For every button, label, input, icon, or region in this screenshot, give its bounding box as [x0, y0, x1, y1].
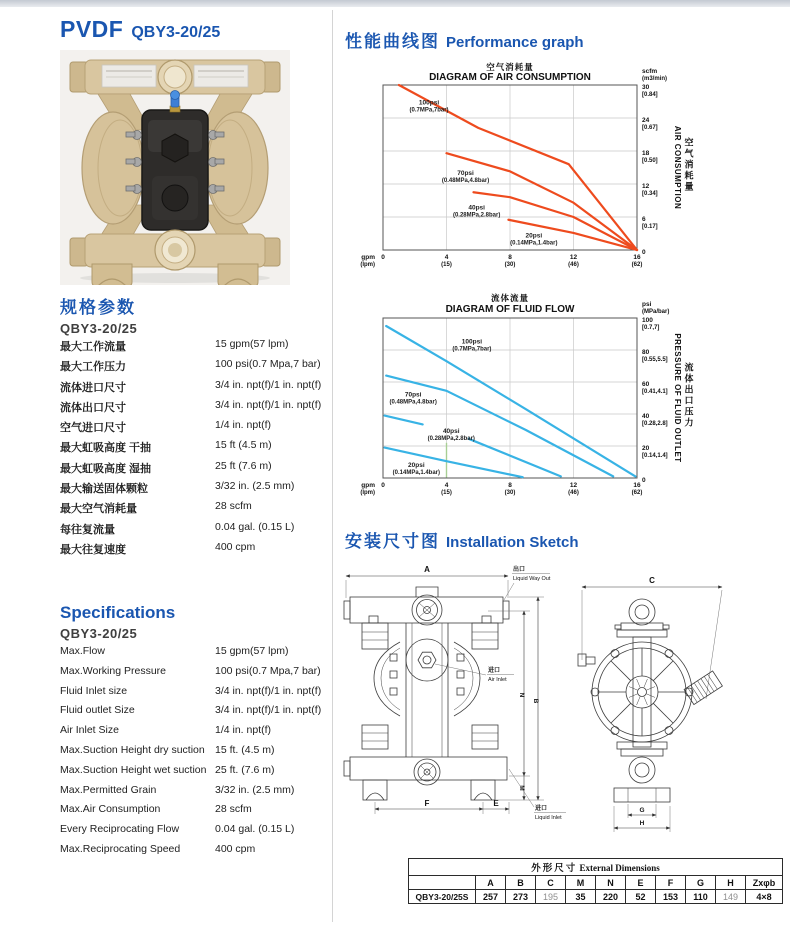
side-view [578, 576, 722, 832]
spec-row [60, 744, 322, 764]
curve-label: 100psi [418, 99, 440, 107]
dim-c-label: C [649, 576, 655, 585]
dim-col-header: A [476, 876, 506, 890]
dim-col-header: B [506, 876, 536, 890]
svg-text:(m3/min): (m3/min) [642, 76, 668, 82]
svg-text:[0.28,2.8]: [0.28,2.8] [642, 421, 668, 427]
svg-text:(30): (30) [504, 262, 516, 268]
spec-label: Every Reciprocating Flow [60, 823, 180, 836]
svg-text:(0.14MPa,1.4bar): (0.14MPa,1.4bar) [392, 469, 441, 476]
dim-cell: 4×8 [746, 890, 783, 904]
x-tick: 8 [508, 254, 512, 261]
spec-value: 1/4 in. npt(f) [215, 419, 272, 432]
y-axis-title-cn: 出 [684, 384, 694, 395]
svg-text:(0.28MPa,2.8bar): (0.28MPa,2.8bar) [452, 212, 501, 219]
svg-text:(30): (30) [504, 490, 516, 496]
dim-col-header: Zxφb [746, 876, 783, 890]
chart-title-cn: 空气消耗量 [486, 62, 534, 72]
specs-cn-model: QBY3-20/25 [60, 321, 138, 336]
dim-cell: QBY3-20/25S [409, 890, 476, 904]
spec-row [60, 419, 322, 439]
front-view [344, 565, 566, 821]
dim-a-label: A [424, 565, 430, 574]
specs-cn-heading: 规格参数 [60, 298, 136, 317]
spec-value: 3/32 in. (2.5 mm) [215, 480, 295, 493]
air-inlet-label-cn: 进口 [488, 668, 501, 674]
dim-cell: 110 [686, 890, 716, 904]
spec-row [60, 460, 322, 480]
spec-row [60, 685, 322, 705]
dim-cell: 153 [656, 890, 686, 904]
spec-label: 最大往复速度 [60, 543, 126, 556]
spec-label: 每往复流量 [60, 523, 115, 536]
installation-heading: 安装尺寸图 Installation Sketch [345, 532, 579, 551]
material-title: PVDF [60, 16, 124, 42]
spec-value: 28 scfm [215, 500, 252, 513]
spec-value: 400 cpm [215, 540, 256, 553]
spec-label: 最大输送固体颗粒 [60, 483, 148, 496]
y-axis-unit: scfm [642, 68, 658, 75]
svg-text:[0.14,1.4]: [0.14,1.4] [642, 453, 668, 459]
spec-label: Air Inlet Size [60, 724, 119, 737]
dim-cell: 220 [596, 890, 626, 904]
curve-label: 40psi [442, 428, 460, 436]
dim-cell: 52 [626, 890, 656, 904]
spec-label: Max.Flow [60, 645, 105, 657]
curve-40psi [385, 416, 423, 425]
y-axis-title-cn: 体 [684, 373, 694, 384]
spec-label: Max.Working Pressure [60, 664, 167, 677]
dim-m-label: M [518, 785, 525, 791]
y-axis-title-cn: 力 [684, 417, 694, 428]
air-consumption-chart [345, 58, 790, 284]
svg-text:[0.41,4.1]: [0.41,4.1] [642, 389, 668, 395]
svg-text:[0.55,5.5]: [0.55,5.5] [642, 357, 668, 363]
spec-label: Max.Suction Height dry suction [60, 743, 205, 756]
dimensions-table [408, 858, 783, 904]
dim-col-header: F [656, 876, 686, 890]
y-axis-title-en: PRESSURE OF FLUID OUTLET [673, 333, 682, 463]
specs-en-model: QBY3-20/25 [60, 626, 138, 641]
spec-value: 3/4 in. npt(f)/1 in. npt(f) [215, 704, 322, 717]
y-axis-title-cn: 压 [684, 406, 694, 417]
spec-value: 15 gpm(57 lpm) [215, 645, 289, 657]
curve-label: 20psi [408, 461, 425, 469]
spec-value: 0.04 gal. (0.15 L) [215, 823, 295, 836]
x-tick: 0 [381, 254, 385, 261]
spec-label: 最大虹吸高度 干抽 [60, 442, 152, 455]
spec-row [60, 843, 322, 863]
y-tick: 0 [642, 477, 646, 484]
y-axis-unit: psi [642, 301, 652, 308]
y-tick: 6 [642, 216, 646, 223]
dim-b-label: B [532, 698, 539, 704]
spec-row [60, 764, 322, 784]
dim-col-header: E [626, 876, 656, 890]
svg-text:(0.48MPa,4.8bar): (0.48MPa,4.8bar) [389, 399, 437, 406]
y-tick: 80 [642, 349, 650, 356]
svg-text:(lpm): (lpm) [360, 490, 375, 496]
spec-row [60, 823, 322, 843]
spec-value: 25 ft (7.6 m) [215, 459, 272, 472]
spec-label: Max.Reciprocating Speed [60, 842, 181, 855]
spec-row [60, 500, 322, 520]
svg-text:[0.17]: [0.17] [642, 224, 658, 230]
svg-text:(15): (15) [441, 262, 452, 268]
dim-col-header: C [536, 876, 566, 890]
y-tick: 18 [642, 150, 650, 157]
x-tick: 16 [633, 482, 641, 489]
performance-heading: 性能曲线图 Performance graph [345, 32, 584, 51]
svg-text:(lpm): (lpm) [360, 262, 375, 268]
spec-value: 100 psi(0.7 Mpa,7 bar) [215, 358, 321, 371]
svg-text:[0.84]: [0.84] [642, 92, 658, 98]
chart-title-en: DIAGRAM OF AIR CONSUMPTION [429, 72, 591, 83]
dim-f-label: F [424, 799, 430, 808]
svg-text:[0.34]: [0.34] [642, 191, 658, 197]
spec-row [60, 665, 322, 685]
svg-text:(46): (46) [568, 262, 579, 268]
dim-cell: 149 [716, 890, 746, 904]
spec-value: 0.04 gal. (0.15 L) [215, 520, 295, 533]
pump-photo-illustration [60, 50, 290, 285]
dim-col-header: M [566, 876, 596, 890]
svg-text:(0.7MPa,7bar): (0.7MPa,7bar) [409, 107, 449, 114]
y-tick: 24 [642, 117, 650, 124]
spec-label: 最大空气消耗量 [60, 503, 137, 516]
dim-cell: 273 [506, 890, 536, 904]
spec-row [60, 541, 322, 561]
top-strip [0, 0, 790, 7]
liquid-outlet-label-en: Liquid Way Out [513, 576, 551, 582]
spec-value: 25 ft. (7.6 m) [215, 763, 275, 776]
air-inlet-label-en: Air Inlet [488, 677, 507, 683]
dim-col-header: N [596, 876, 626, 890]
spec-label: Max.Permitted Grain [60, 783, 157, 796]
x-tick: 4 [444, 254, 449, 261]
spec-value: 3/4 in. npt(f)/1 in. npt(f) [215, 684, 322, 697]
svg-text:(62): (62) [631, 490, 643, 496]
chamber-bolts [390, 654, 464, 695]
dim-col-header: H [716, 876, 746, 890]
y-tick: 20 [642, 445, 650, 452]
pump-photo [60, 50, 290, 285]
spec-row [60, 358, 322, 378]
spec-value: 15 gpm(57 lpm) [215, 338, 289, 350]
curve-label: 40psi [468, 204, 485, 212]
curve-label: 20psi [525, 232, 543, 240]
svg-text:(MPa/bar): (MPa/bar) [642, 309, 670, 315]
dim-e-label: E [493, 799, 499, 808]
dim-col-header [409, 876, 476, 890]
spec-label: Max.Air Consumption [60, 803, 161, 816]
liquid-inlet-label-cn: 进口 [535, 806, 548, 812]
y-tick: 100 [642, 317, 653, 324]
spec-value: 3/32 in. (2.5 mm) [215, 783, 295, 796]
spec-row [60, 784, 322, 804]
spec-row [60, 338, 322, 358]
svg-text:(15): (15) [441, 490, 452, 496]
curve-40psi [469, 439, 561, 477]
svg-text:(46): (46) [568, 490, 579, 496]
column-divider [332, 10, 333, 922]
spec-value: 400 cpm [215, 842, 256, 855]
spec-value: 15 ft (4.5 m) [215, 439, 272, 452]
curve-label: 70psi [457, 170, 474, 178]
dim-n-label: N [518, 692, 525, 698]
y-axis-title-cn: 空 [684, 137, 694, 148]
liquid-outlet-label-cn: 出口 [513, 567, 526, 573]
spec-value: 15 ft. (4.5 m) [215, 743, 275, 756]
x-tick: 8 [508, 482, 512, 489]
dimensions-table-title: 外形尺寸 External Dimensions [409, 859, 783, 876]
svg-text:(0.28MPa,2.8bar): (0.28MPa,2.8bar) [427, 436, 475, 443]
model-title: QBY3-20/25 [131, 24, 221, 41]
spec-row [60, 521, 322, 541]
installation-sketch [338, 556, 790, 856]
installation-sketch-drawing [338, 556, 790, 856]
specs-en-heading: Specifications [60, 603, 176, 622]
x-axis-unit: gpm [361, 254, 375, 261]
x-tick: 12 [569, 482, 578, 489]
svg-text:(62): (62) [631, 262, 643, 268]
specs-cn-list [60, 338, 322, 561]
svg-text:[0.7,7]: [0.7,7] [642, 325, 660, 331]
y-axis-title-cn: 耗 [684, 170, 694, 181]
spec-label: Fluid Inlet size [60, 684, 128, 697]
spec-row [60, 645, 322, 665]
spec-row [60, 439, 322, 459]
liquid-inlet-label-en: Liquid Inlet [535, 815, 562, 821]
spec-value: 3/4 in. npt(f)/1 in. npt(f) [215, 378, 322, 391]
svg-text:(0.7MPa,7bar): (0.7MPa,7bar) [452, 346, 492, 353]
x-tick: 12 [569, 254, 578, 261]
spokes [598, 648, 686, 736]
svg-text:(0.48MPa,4.8bar): (0.48MPa,4.8bar) [441, 178, 490, 185]
svg-text:(0.14MPa,1.4bar): (0.14MPa,1.4bar) [510, 240, 558, 247]
chart-title-en: DIAGRAM OF FLUID FLOW [445, 304, 575, 315]
x-tick: 16 [633, 254, 641, 261]
spec-value: 3/4 in. npt(f)/1 in. npt(f) [215, 398, 322, 411]
page-title [60, 8, 220, 45]
y-axis-title-cn: 口 [684, 395, 694, 406]
y-tick: 60 [642, 381, 650, 388]
curve-label: 100psi [461, 338, 483, 346]
x-tick: 4 [444, 482, 449, 489]
spec-value: 28 scfm [215, 803, 252, 816]
svg-text:[0.50]: [0.50] [642, 158, 658, 164]
svg-text:[0.67]: [0.67] [642, 125, 658, 131]
spec-label: 流体出口尺寸 [60, 401, 126, 414]
dim-col-header: G [686, 876, 716, 890]
dim-h-label: H [639, 820, 645, 827]
curve-label: 70psi [404, 391, 422, 399]
spec-label: 最大虹吸高度 湿抽 [60, 462, 152, 475]
x-axis-unit: gpm [361, 482, 375, 489]
x-tick: 0 [381, 482, 385, 489]
y-axis-title-cn: 消 [684, 159, 694, 170]
dim-cell: 195 [536, 890, 566, 904]
y-tick: 12 [642, 183, 650, 190]
spec-label: 流体进口尺寸 [60, 381, 126, 394]
spec-value: 100 psi(0.7 Mpa,7 bar) [215, 664, 321, 677]
table-row [409, 890, 783, 904]
specs-en-list [60, 645, 322, 863]
spec-label: 空气进口尺寸 [60, 422, 126, 435]
dim-cell: 35 [566, 890, 596, 904]
y-tick: 40 [642, 413, 650, 420]
spec-label: 最大工作流量 [60, 341, 126, 353]
spec-row [60, 724, 322, 744]
spec-row [60, 480, 322, 500]
dim-cell: 257 [476, 890, 506, 904]
y-tick: 0 [642, 249, 646, 256]
spec-row [60, 399, 322, 419]
chart-title-cn: 流体流量 [490, 293, 530, 303]
spec-row [60, 379, 322, 399]
spec-value: 1/4 in. npt(f) [215, 724, 272, 737]
spec-row [60, 704, 322, 724]
y-axis-title-en: AIR CONSUMPTION [673, 125, 682, 210]
y-axis-title-cn: 气 [684, 148, 694, 159]
spec-label: Max.Suction Height wet suction [60, 763, 207, 776]
y-tick: 30 [642, 84, 650, 91]
y-axis-title-cn: 流 [684, 362, 694, 373]
spec-label: 最大工作压力 [60, 361, 126, 374]
y-axis-title-cn: 量 [684, 181, 694, 192]
fluid-flow-chart [345, 288, 790, 514]
spec-row [60, 803, 322, 823]
spec-label: Fluid outlet Size [60, 704, 135, 717]
dim-g-label: G [639, 807, 645, 814]
